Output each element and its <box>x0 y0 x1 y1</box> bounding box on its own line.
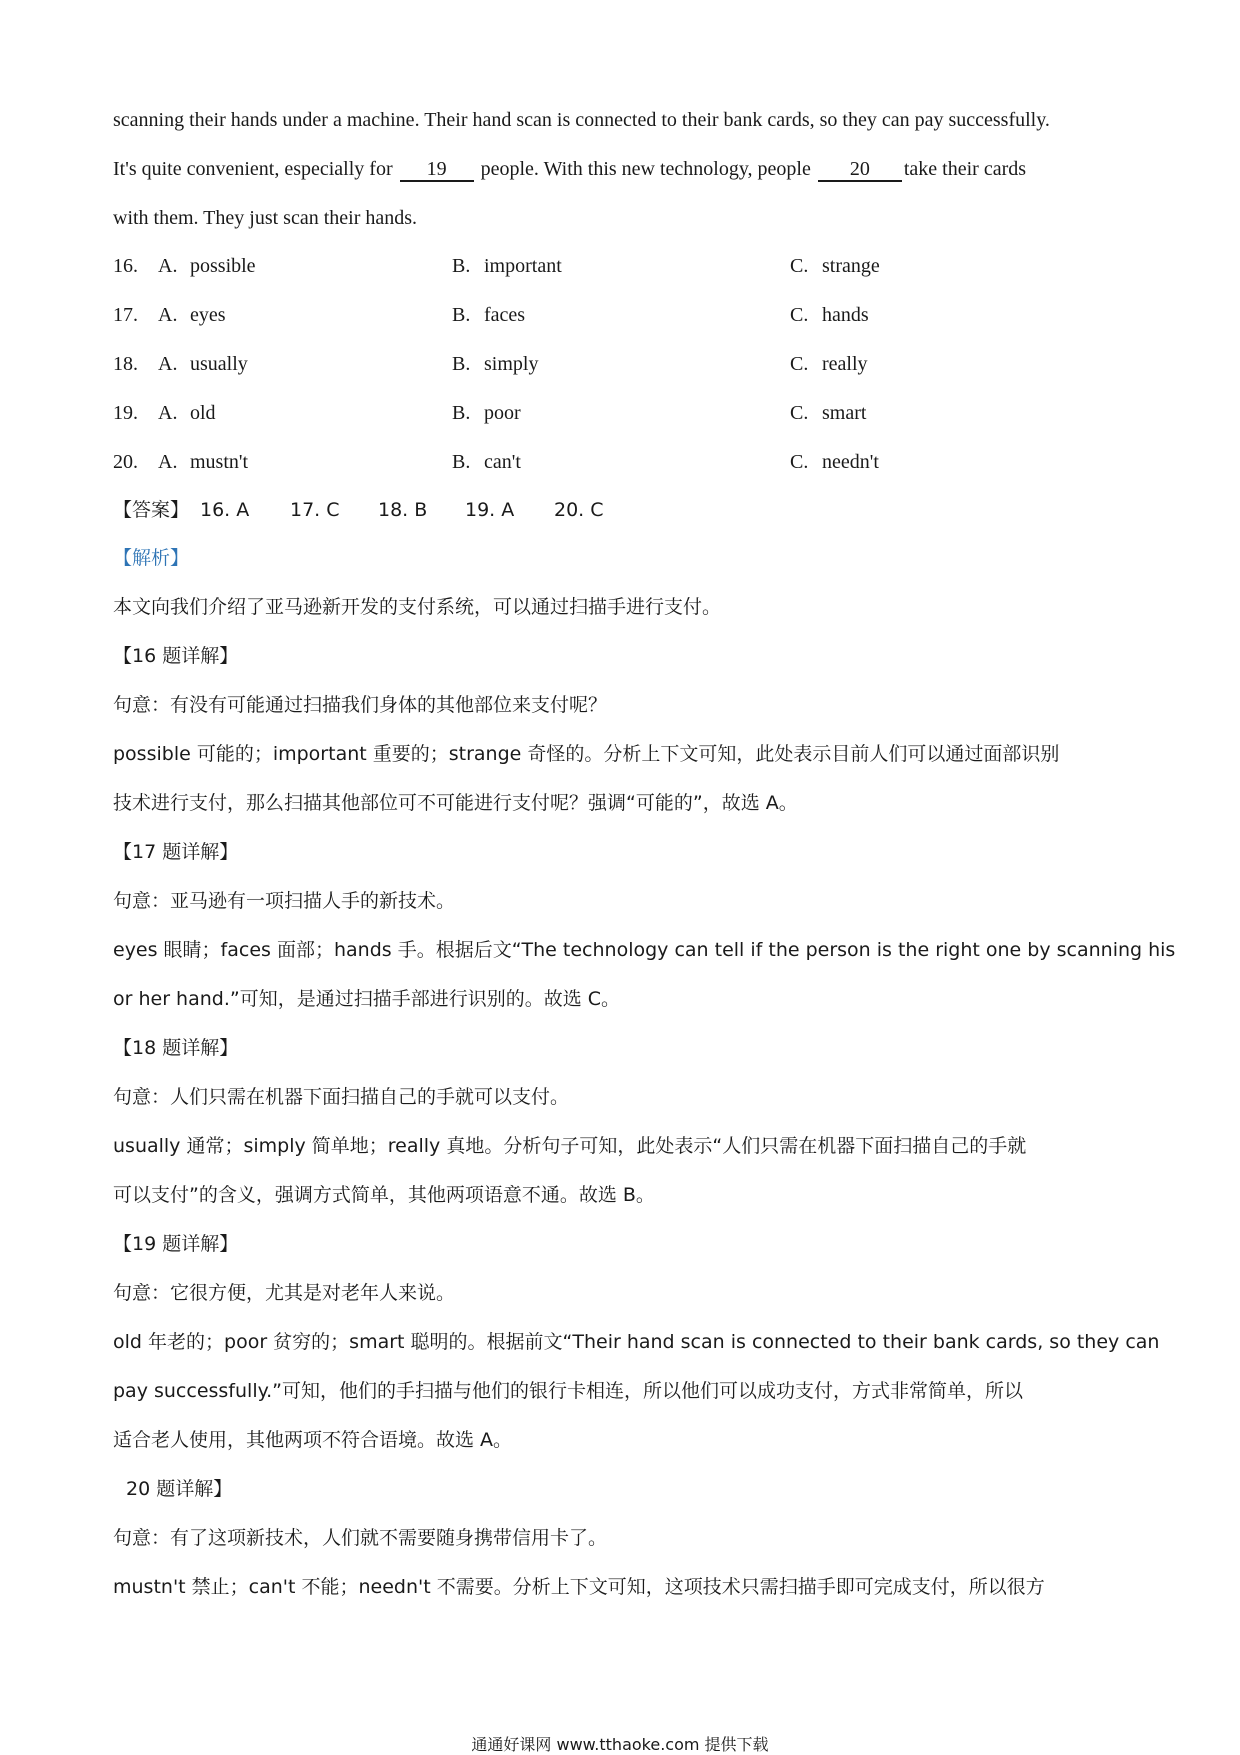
option-text: simply <box>484 353 539 375</box>
option-letter: B. <box>452 451 471 473</box>
answer-label: 【答案】 <box>113 499 190 521</box>
option-letter: C. <box>790 451 809 473</box>
page-footer: 通通好课网 www.tthaoke.com 提供下载 <box>471 1735 769 1754</box>
option-letter: B. <box>452 402 471 424</box>
option-letter: C. <box>790 304 809 326</box>
option-a <box>158 252 256 280</box>
blank-19: 19 <box>400 158 474 182</box>
option-letter: A. <box>158 255 178 277</box>
q20-heading: 20 题详解】 <box>126 1478 233 1500</box>
option-text: possible <box>190 255 256 277</box>
option-text: needn't <box>822 451 879 473</box>
question-number: 20. <box>113 451 138 473</box>
option-letter: A. <box>158 304 178 326</box>
option-text: really <box>822 353 868 375</box>
q20-meaning: 句意：有了这项新技术，人们就不需要随身携带信用卡了。 <box>113 1527 608 1549</box>
q19-explanation-3: 适合老人使用，其他两项不符合语境。故选 A。 <box>113 1429 513 1451</box>
option-letter: C. <box>790 402 809 424</box>
option-text: old <box>190 402 216 424</box>
option-text: eyes <box>190 304 226 326</box>
option-letter: B. <box>452 353 471 375</box>
q18-explanation-1: usually 通常；simply 简单地；really 真地。分析句子可知，此处表示“人们只需在机器下面扫描自己的手就 <box>113 1135 1027 1157</box>
option-a <box>158 448 248 476</box>
option-letter: C. <box>790 255 809 277</box>
analysis-intro: 本文向我们介绍了亚马逊新开发的支付系统，可以通过扫描手进行支付。 <box>113 596 722 618</box>
option-c <box>790 399 866 427</box>
analysis-label: 【解析】 <box>113 547 190 569</box>
answer-item: 16. A <box>200 499 250 521</box>
question-number: 18. <box>113 353 138 375</box>
option-letter: C. <box>790 353 809 375</box>
q17-explanation-1: eyes 眼睛；faces 面部；hands 手。根据后文“The technology can tell if the person is the right one by scanning his <box>113 939 1176 961</box>
option-letter: A. <box>158 451 178 473</box>
q18-heading: 【18 题详解】 <box>113 1037 239 1059</box>
option-b <box>452 448 521 476</box>
passage-text: It's quite convenient, especially for <box>113 158 393 180</box>
option-text: smart <box>822 402 867 424</box>
option-text: hands <box>822 304 869 326</box>
option-c <box>790 350 868 378</box>
option-letter: A. <box>158 402 178 424</box>
option-text: mustn't <box>190 451 249 473</box>
q19-explanation-2: pay successfully.”可知，他们的手扫描与他们的银行卡相连，所以他们可以成功支付，方式非常简单，所以 <box>113 1380 1024 1402</box>
option-c <box>790 252 880 280</box>
q19-explanation-1: old 年老的；poor 贫穷的；smart 聪明的。根据前文“Their hand scan is connected to their bank cards, so they can <box>113 1331 1160 1353</box>
q16-heading: 【16 题详解】 <box>113 645 239 667</box>
passage-line-1: scanning their hands under a machine. Their hand scan is connected to their bank cards, so they can pay successfully. <box>113 109 1050 131</box>
q19-heading: 【19 题详解】 <box>113 1233 239 1255</box>
option-text: poor <box>484 402 521 424</box>
question-number: 16. <box>113 255 138 277</box>
option-c <box>790 301 869 329</box>
answer-item: 20. C <box>554 499 604 521</box>
option-text: important <box>484 255 562 277</box>
q18-meaning: 句意：人们只需在机器下面扫描自己的手就可以支付。 <box>113 1086 570 1108</box>
question-number: 19. <box>113 402 138 424</box>
option-b <box>452 301 525 329</box>
option-text: faces <box>484 304 526 326</box>
option-b <box>452 252 562 280</box>
option-a <box>158 399 216 427</box>
q17-heading: 【17 题详解】 <box>113 841 239 863</box>
passage-text: people. With this new technology, people <box>480 158 811 180</box>
answer-item: 17. C <box>290 499 340 521</box>
answer-item: 19. A <box>465 499 515 521</box>
blank-20: 20 <box>818 158 902 182</box>
q16-meaning: 句意：有没有可能通过扫描我们身体的其他部位来支付呢？ <box>113 694 608 716</box>
option-letter: A. <box>158 353 178 375</box>
q16-explanation-2: 技术进行支付，那么扫描其他部位可不可能进行支付呢？强调“可能的”，故选 A。 <box>113 792 798 814</box>
option-text: can't <box>484 451 521 473</box>
q17-explanation-2: or her hand.”可知，是通过扫描手部进行识别的。故选 C。 <box>113 988 621 1010</box>
answer-item: 18. B <box>378 499 428 521</box>
q19-meaning: 句意：它很方便，尤其是对老年人来说。 <box>113 1282 456 1304</box>
q16-explanation-1: possible 可能的；important 重要的；strange 奇怪的。分析上下文可知，此处表示目前人们可以通过面部识别 <box>113 743 1060 765</box>
option-b <box>452 350 538 378</box>
passage-text: take their cards <box>903 158 1027 180</box>
q17-meaning: 句意：亚马逊有一项扫描人手的新技术。 <box>113 890 456 912</box>
q18-explanation-2: 可以支付”的含义，强调方式简单，其他两项语意不通。故选 B。 <box>113 1184 655 1206</box>
option-letter: B. <box>452 255 471 277</box>
option-text: strange <box>822 255 880 277</box>
option-letter: B. <box>452 304 471 326</box>
option-text: usually <box>190 353 248 375</box>
option-a <box>158 350 248 378</box>
option-c <box>790 448 879 476</box>
q20-explanation-1: mustn't 禁止；can't 不能；needn't 不需要。分析上下文可知，这项技术只需扫描手即可完成支付，所以很方 <box>113 1576 1045 1598</box>
question-number: 17. <box>113 304 138 326</box>
passage-line-3: with them. They just scan their hands. <box>113 207 418 229</box>
option-b <box>452 399 521 427</box>
passage-line-2 <box>113 155 1026 183</box>
option-a <box>158 301 226 329</box>
